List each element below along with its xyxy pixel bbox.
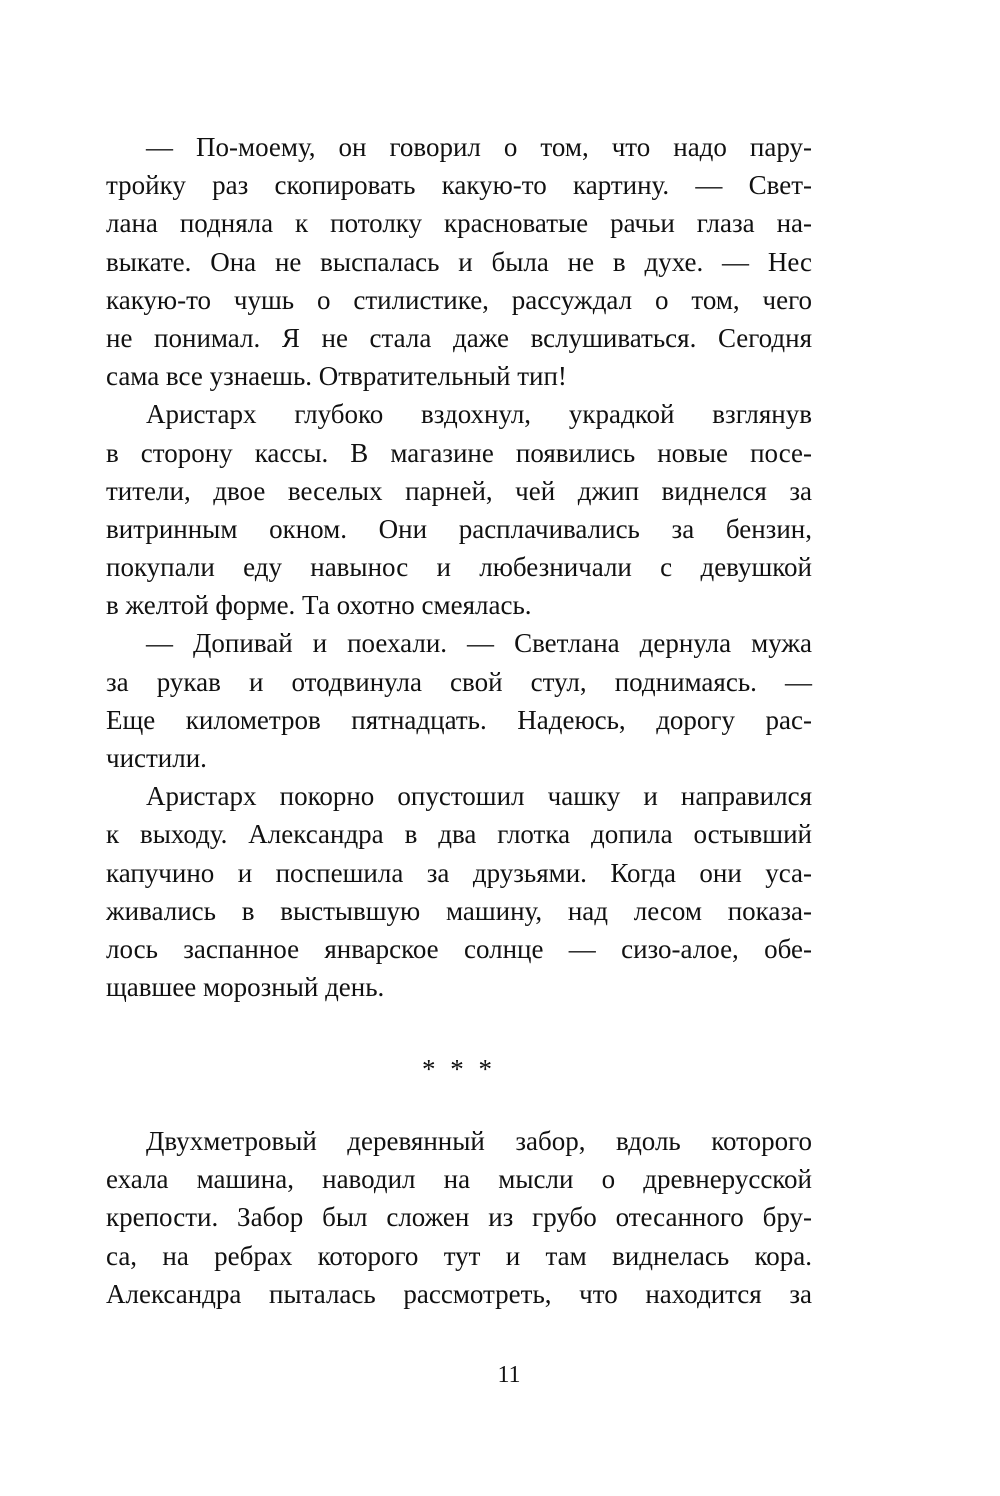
text-line: в желтой форме. Та охотно смеялась. <box>106 590 532 621</box>
text-line: живались в выстывшую машину, над лесом показа- <box>106 895 812 926</box>
text-line: выкате. Она не выспалась и была не в духе. — Нес <box>106 246 812 277</box>
text-line: Аристарх покорно опустошил чашку и направился <box>146 781 812 812</box>
text-line: капучино и поспешила за друзьями. Когда они уса- <box>106 857 812 888</box>
text-line: лана подняла к потолку красноватые рачьи глаза на- <box>106 208 812 239</box>
text-line: в сторону кассы. В магазине появились новые посе- <box>106 437 812 468</box>
text-line: сама все узнаешь. Отвратительный тип! <box>106 361 567 392</box>
text-line: какую-то чушь о стилистике, рассуждал о том, чего <box>106 284 812 315</box>
main-text-section-1 <box>106 128 812 1006</box>
text-line: тройку раз скопировать какую-то картину. — Свет- <box>106 170 812 201</box>
text-line: — Допивай и поехали. — Светлана дернула мужа <box>146 628 812 659</box>
text-line: за рукав и отодвинула свой стул, поднимаясь. — <box>106 666 812 697</box>
text-line: лось заспанное январское солнце — сизо-алое, обе- <box>106 933 812 964</box>
text-line: щавшее морозный день. <box>106 972 385 1003</box>
text-line: Еще километров пятнадцать. Надеюсь, дорогу рас- <box>106 704 812 735</box>
text-line: покупали еду навынос и любезничали с девушкой <box>106 552 812 583</box>
text-line: к выходу. Александра в два глотка допила остывший <box>106 819 812 850</box>
text-line: — По-моему, он говорил о том, что надо пару- <box>146 132 812 162</box>
text-line: са, на ребрах которого тут и там виднелась кора. <box>106 1240 812 1271</box>
section-separator: * * * <box>422 1054 496 1084</box>
text-line: витринным окном. Они расплачивались за бензин, <box>106 513 812 544</box>
text-line: Александра пыталась рассмотреть, что находится за <box>106 1278 812 1309</box>
text-line: тители, двое веселых парней, чей джип виднелся за <box>106 475 812 506</box>
text-line: ехала машина, наводил на мысли о древнерусской <box>106 1164 812 1195</box>
main-text-section-2 <box>106 1122 812 1313</box>
text-line: Двухметровый деревянный забор, вдоль которого <box>146 1126 812 1156</box>
text-line: крепости. Забор был сложен из грубо отесанного бру- <box>106 1202 812 1233</box>
text-line: Аристарх глубоко вздохнул, украдкой взглянув <box>146 399 812 430</box>
page-number: 11 <box>497 1362 521 1388</box>
text-line: не понимал. Я не стала даже вслушиваться. Сегодня <box>106 322 812 353</box>
text-line: чистили. <box>106 743 207 773</box>
